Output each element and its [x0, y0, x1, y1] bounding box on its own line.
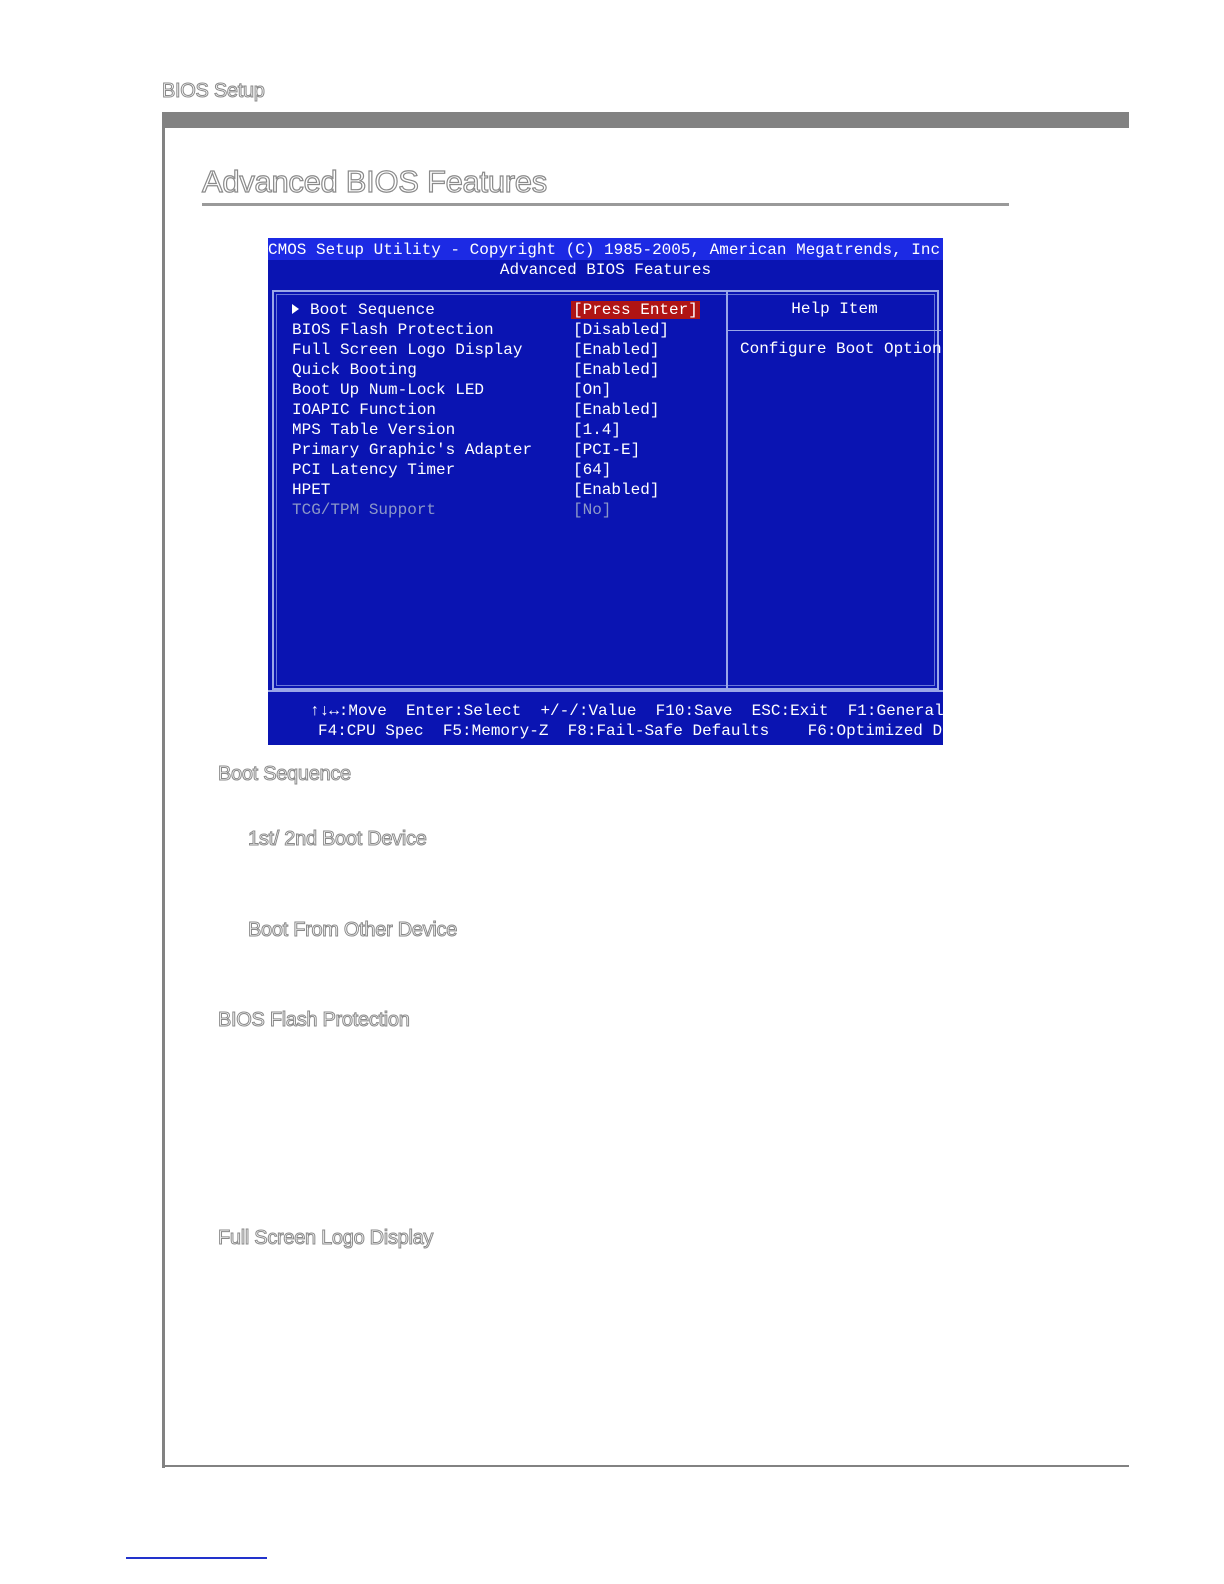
bottom-rule	[162, 1465, 1129, 1467]
page-title: Advanced BIOS Features	[202, 164, 547, 199]
value-primary-graphics-adapter[interactable]: [PCI-E]	[573, 441, 641, 459]
help-item-text: Configure Boot Options	[740, 340, 952, 358]
footer-link-underline	[126, 1557, 267, 1559]
menu-item-quick-booting[interactable]: Quick Booting	[292, 361, 417, 379]
menu-item-hpet[interactable]: HPET	[292, 481, 331, 499]
value-pci-latency-timer[interactable]: [64]	[573, 461, 612, 479]
menu-item-boot-sequence[interactable]: Boot Sequence	[310, 301, 435, 319]
help-item-title: Help Item	[791, 300, 878, 318]
value-bios-flash-protection[interactable]: [Disabled]	[573, 321, 670, 339]
menu-item-mps-table-version[interactable]: MPS Table Version	[292, 421, 456, 439]
section-label: BIOS Setup	[162, 80, 265, 102]
value-quick-booting[interactable]: [Enabled]	[573, 361, 660, 379]
value-num-lock-led[interactable]: [On]	[573, 381, 612, 399]
bios-copyright-line: CMOS Setup Utility - Copyright (C) 1985-2005, American Megatrends, Inc.	[268, 241, 950, 259]
bios-key-legend-line2: F4:CPU Spec F5:Memory-Z F8:Fail-Safe Defaults F6:Optimized Defaults	[318, 722, 1010, 740]
menu-item-primary-graphics-adapter[interactable]: Primary Graphic's Adapter	[292, 441, 533, 459]
bios-footer-divider	[268, 690, 943, 692]
value-hpet[interactable]: [Enabled]	[573, 481, 660, 499]
title-underline	[202, 203, 1009, 206]
submenu-arrow-icon	[292, 304, 299, 314]
menu-item-tcg-tpm-support: TCG/TPM Support	[292, 501, 437, 519]
header-bar	[163, 112, 1129, 128]
menu-item-bios-flash-protection[interactable]: BIOS Flash Protection	[292, 321, 494, 339]
bios-screenshot	[268, 238, 1010, 745]
value-full-screen-logo[interactable]: [Enabled]	[573, 341, 660, 359]
menu-item-ioapic-function[interactable]: IOAPIC Function	[292, 401, 437, 419]
menu-item-full-screen-logo[interactable]: Full Screen Logo Display	[292, 341, 523, 359]
menu-item-num-lock-led[interactable]: Boot Up Num-Lock LED	[292, 381, 485, 399]
heading-boot-device: 1st/ 2nd Boot Device	[248, 828, 427, 850]
value-ioapic-function[interactable]: [Enabled]	[573, 401, 660, 419]
value-mps-table-version[interactable]: [1.4]	[573, 421, 622, 439]
heading-boot-sequence: Boot Sequence	[218, 763, 351, 785]
bios-screen-title: Advanced BIOS Features	[499, 261, 712, 279]
value-tcg-tpm-support: [No]	[573, 501, 612, 519]
heading-boot-from-other-device: Boot From Other Device	[248, 919, 458, 941]
menu-item-pci-latency-timer[interactable]: PCI Latency Timer	[292, 461, 456, 479]
heading-bios-flash-protection: BIOS Flash Protection	[218, 1009, 410, 1031]
heading-full-screen-logo-display: Full Screen Logo Display	[218, 1227, 434, 1249]
bios-column-divider	[726, 290, 728, 690]
value-boot-sequence[interactable]: [Press Enter]	[573, 301, 698, 319]
left-margin-rule	[162, 112, 165, 1468]
bios-key-legend-line1: ↑↓↔:Move Enter:Select +/-/:Value F10:Save ESC:Exit F1:General Help	[310, 702, 992, 720]
bios-help-divider	[728, 330, 941, 331]
